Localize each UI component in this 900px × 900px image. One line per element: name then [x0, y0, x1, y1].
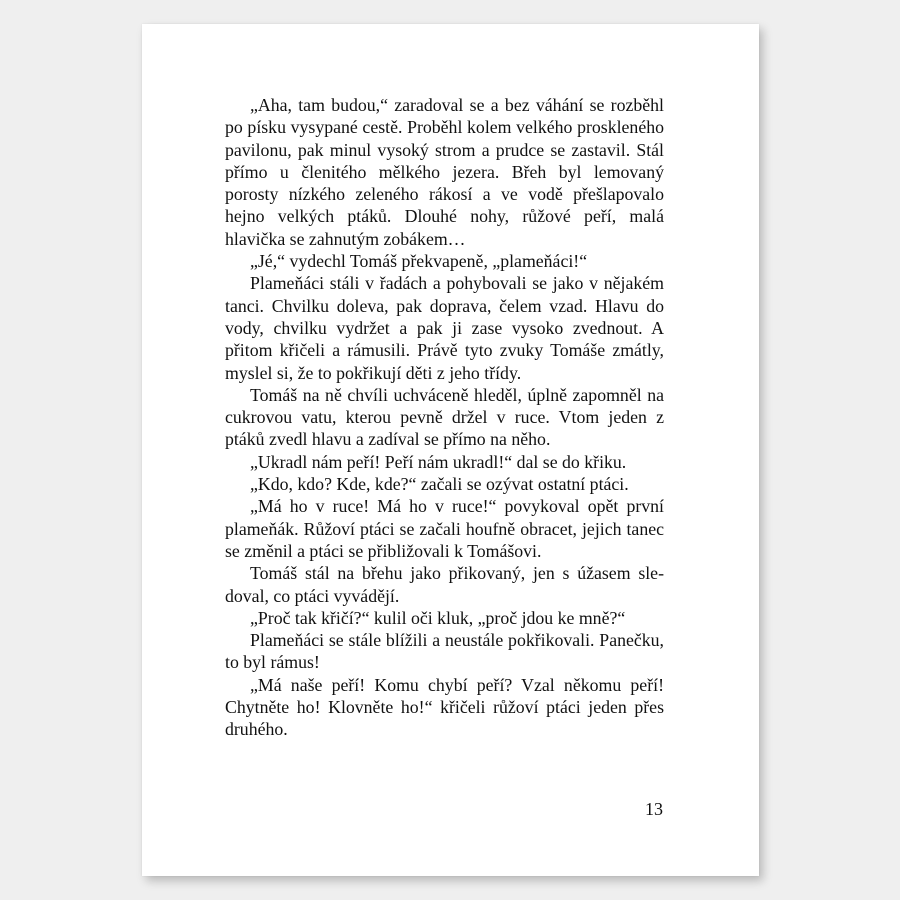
page-body-text: [225, 94, 664, 741]
paragraph: „Jé,“ vydechl Tomáš překvapeně, „plameňáci!“: [250, 251, 588, 272]
paragraph: „Má naše peří! Komu chybí peří? Vzal někomu peří! Chytněte ho! Klovněte ho!“ křičeli růžoví ptáci jeden přes druhého.: [225, 674, 664, 740]
paragraph: Plameňáci stáli v řadách a pohybovali se jako v nějakém tanci. Chvilku doleva, pak doprava, čelem vzad. Hlavu do vody, chvilku vydržet a pak ji zase vysoko zvednout. A přitom křičeli a rámusili. Právě tyto zvuky Tomáše zmátly, myslel si, že to pokřikují děti z jeho třídy.: [225, 273, 664, 383]
paragraph: „Kdo, kdo? Kde, kde?“ začali se ozývat ostatní ptáci.: [250, 474, 629, 495]
book-page: [142, 24, 759, 876]
paragraph: Plameňáci se stále blížili a neustále pokřikovali. Panečku, to byl rámus!: [225, 630, 664, 673]
paragraph: Tomáš stál na břehu jako přikovaný, jen s úžasem sledoval, co ptáci vyvádějí.: [225, 563, 664, 606]
page-number: 13: [645, 799, 663, 819]
paragraph: „Aha, tam budou,“ zaradoval se a bez váhání se rozběhl po písku vysypané cestě. Proběhl kolem velkého proskleného pavilonu, pak minul vysoký strom a prudce se zastavil. Stál přímo u členitého mělkého jezera. Břeh byl lemovaný porosty nízkého zeleného rákosí a ve vodě přešlapovalo hejno velkých ptáků. Dlouhé nohy, růžové peří, malá hlavička se zahnutým zobákem…: [225, 95, 664, 249]
paragraph: „Proč tak křičí?“ kulil oči kluk, „proč jdou ke mně?“: [250, 607, 626, 628]
paragraph: Tomáš na ně chvíli uchváceně hleděl, úplně zapomněl na cukrovou vatu, kterou pevně držel v ruce. Vtom jeden z ptáků zvedl hlavu a zadíval se přímo na něho.: [225, 384, 664, 450]
paragraph: „Má ho v ruce! Má ho v ruce!“ povykoval opět první plameňák. Růžoví ptáci se začali houfně obracet, jejich tanec se změnil a ptáci se přibližovali k Tomášovi.: [225, 496, 664, 561]
paragraph: „Ukradl nám peří! Peří nám ukradl!“ dal se do křiku.: [250, 451, 627, 472]
